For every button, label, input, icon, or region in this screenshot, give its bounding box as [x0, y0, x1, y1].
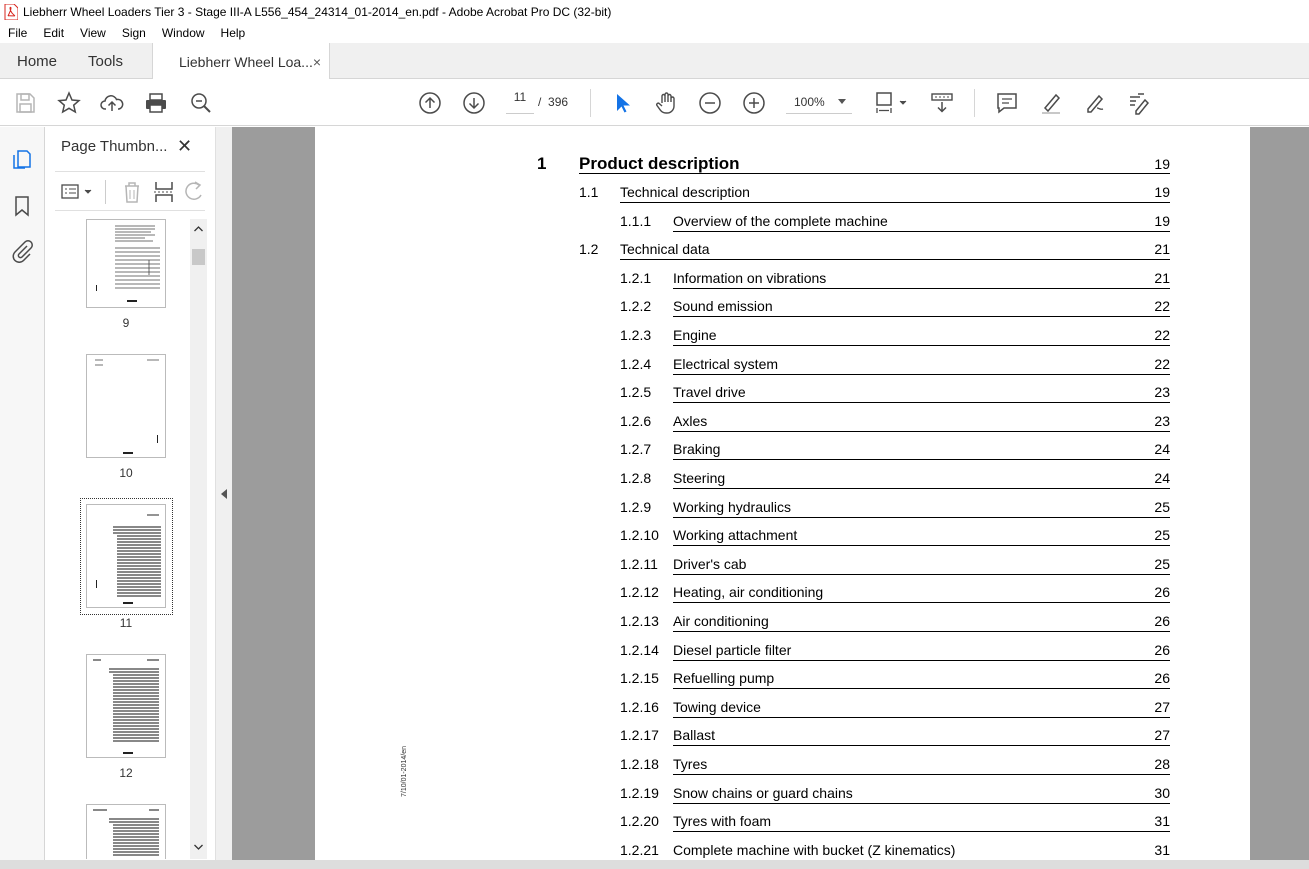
toc-entry-page: 31	[1154, 813, 1170, 830]
toc-entry-title: Sound emission	[673, 298, 773, 315]
toc-entry-underline	[673, 574, 1170, 575]
panel-title: Page Thumbn...	[61, 138, 168, 155]
toc-entry-number: 1.2.2	[620, 298, 652, 315]
toc-entry-title: Overview of the complete machine	[673, 212, 888, 229]
zoom-in-icon[interactable]	[742, 91, 766, 115]
toc-entry-underline	[673, 688, 1170, 689]
toc-entry-title: Technical description	[620, 184, 750, 200]
toc-entry-number: 1.2.9	[620, 498, 652, 515]
toc-entry-title: Ballast	[673, 727, 716, 744]
toc-entry-underline	[673, 745, 1170, 746]
chevron-down-icon	[838, 99, 846, 104]
fit-page-icon[interactable]	[874, 91, 910, 115]
thumbnail-page-13[interactable]	[86, 804, 166, 859]
save-icon[interactable]	[13, 91, 37, 115]
tab-tools[interactable]: Tools	[88, 52, 124, 70]
upload-cloud-icon[interactable]	[100, 91, 124, 115]
toc-subsection[interactable]	[315, 756, 1170, 776]
highlight-pen-icon[interactable]	[1039, 91, 1063, 115]
window-title: Liebherr Wheel Loaders Tier 3 - Stage III-A L556_454_24314_01-2014_en.pdf - Adobe Acrobat Pro DC (32-bit)	[23, 4, 612, 19]
zoom-level-select[interactable]	[786, 90, 852, 114]
next-page-icon[interactable]	[462, 91, 486, 115]
toc-entry-underline	[673, 488, 1170, 489]
tab-bar	[0, 43, 1309, 79]
toc-entry-title: Driver's cab	[673, 555, 747, 572]
toc-entry-title: Snow chains or guard chains	[673, 784, 853, 801]
toc-entry-title: Towing device	[673, 698, 761, 715]
toc-entry-page: 26	[1154, 641, 1170, 658]
toc-entry-underline	[673, 459, 1170, 460]
menu-help[interactable]: Help	[220, 26, 246, 40]
toc-subsection[interactable]	[315, 727, 1170, 747]
toc-entry-number: 1.2.10	[620, 527, 659, 544]
menu-edit[interactable]: Edit	[43, 26, 65, 40]
toc-entry-underline	[673, 631, 1170, 632]
panel-collapse-handle[interactable]	[215, 127, 232, 860]
pdf-page	[315, 127, 1250, 860]
toc-entry-number: 1.2.7	[620, 441, 652, 458]
toc-subsection[interactable]	[315, 584, 1170, 604]
toc-entry-underline	[673, 602, 1170, 603]
toc-entry-page: 30	[1154, 784, 1170, 801]
toc-entry-number: 1.2.8	[620, 470, 652, 486]
toc-subsection[interactable]	[315, 527, 1170, 547]
toc-entry-title: Refuelling pump	[673, 670, 775, 687]
tab-document-label: Liebherr Wheel Loa...	[179, 53, 313, 70]
toc-entry-underline	[673, 660, 1170, 661]
thumbnail-scrollbar[interactable]	[190, 219, 207, 859]
toc-entry-number: 1.2.18	[620, 756, 659, 772]
toc-entry-underline	[620, 259, 1170, 260]
toc-entry-underline	[673, 431, 1170, 432]
toc-entry-title: Information on vibrations	[673, 269, 827, 286]
toolbar-divider	[974, 89, 975, 117]
toc-entry-page: 19	[1154, 184, 1170, 200]
toc-entry-page: 26	[1154, 584, 1170, 601]
toc-entry-page: 31	[1154, 841, 1170, 858]
attachments-paperclip-icon[interactable]	[10, 239, 34, 263]
zoom-out-icon[interactable]	[698, 91, 722, 115]
toc-entry-title: Engine	[673, 327, 717, 343]
page-number-input[interactable]: 11	[506, 90, 534, 114]
toc-entry-number: 1.1	[579, 184, 599, 200]
toc-subsection[interactable]	[315, 270, 1170, 290]
toc-entry-page: 24	[1154, 441, 1170, 458]
draw-sign-icon[interactable]	[1083, 91, 1107, 115]
toc-section[interactable]	[315, 184, 1170, 204]
toc-subsection[interactable]	[315, 499, 1170, 519]
toc-entry-page: 19	[1154, 156, 1170, 172]
toc-subsection[interactable]	[315, 556, 1170, 576]
toc-entry-number: 1.2.21	[620, 841, 659, 858]
toc-subsection[interactable]	[315, 298, 1170, 318]
toc-entry-page: 21	[1154, 241, 1170, 258]
toc-entry-title: Heating, air conditioning	[673, 584, 824, 601]
tab-home[interactable]: Home	[17, 52, 58, 70]
thumbnail-label: 10	[119, 466, 133, 480]
toc-entry-title: Tyres	[673, 756, 708, 772]
toc-entry-number: 1.2.13	[620, 613, 659, 629]
tab-document[interactable]	[152, 43, 330, 80]
previous-page-icon[interactable]	[418, 91, 442, 115]
toc-subsection[interactable]	[315, 384, 1170, 404]
total-pages: 396	[548, 95, 569, 109]
toc-entry-number: 1.2.20	[620, 813, 659, 830]
extract-page-icon[interactable]	[153, 180, 175, 204]
comment-icon[interactable]	[995, 91, 1019, 115]
thumbnail-page-12[interactable]	[86, 654, 166, 758]
panel-toolbar	[55, 171, 205, 211]
toc-entry-title: Air conditioning	[673, 613, 769, 629]
thumbnail-label: 9	[122, 316, 130, 330]
toc-subsection[interactable]	[315, 327, 1170, 347]
rotate-page-icon[interactable]	[185, 180, 205, 204]
toc-entry-number: 1.2.4	[620, 355, 652, 372]
toc-entry-underline	[673, 288, 1170, 289]
toc-entry-title: Axles	[673, 412, 708, 429]
toc-entry-number: 1.2.16	[620, 698, 659, 715]
toc-entry-page: 28	[1154, 756, 1170, 772]
toc-entry-title: Complete machine with bucket (Z kinematics)	[673, 841, 956, 858]
document-viewer[interactable]	[232, 127, 1309, 860]
thumbnail-label: 12	[119, 766, 133, 780]
toc-entry-page: 25	[1154, 555, 1170, 572]
toc-entry-title: Electrical system	[673, 355, 779, 372]
toc-subsection[interactable]	[315, 441, 1170, 461]
bookmarks-icon[interactable]	[10, 194, 34, 218]
acrobat-app-icon	[4, 4, 18, 20]
status-bar	[0, 860, 1309, 869]
toc-entry-title: Working attachment	[673, 527, 798, 544]
toc-entry-underline	[673, 316, 1170, 317]
toc-subsection[interactable]	[315, 699, 1170, 719]
toc-entry-underline	[620, 202, 1170, 203]
page-side-code: 7/10/01-2014/en	[401, 746, 408, 797]
toc-entry-number: 1.1.1	[620, 212, 652, 229]
hand-tool-icon[interactable]	[654, 91, 678, 115]
scroll-mode-icon[interactable]	[930, 91, 954, 115]
toc-entry-title: Product description	[579, 154, 740, 173]
toc-entry-underline	[673, 402, 1170, 403]
zoom-search-icon[interactable]	[189, 91, 213, 115]
menu-view[interactable]: View	[80, 26, 106, 40]
delete-page-icon[interactable]	[121, 180, 143, 204]
toc-entry-underline	[673, 517, 1170, 518]
toc-entry-page: 26	[1154, 670, 1170, 687]
toc-subsection[interactable]	[315, 670, 1170, 690]
toc-subsection[interactable]	[315, 413, 1170, 433]
toc-entry-number: 1.2.14	[620, 641, 659, 658]
toc-entry-title: Travel drive	[673, 384, 746, 401]
thumbnail-page-10[interactable]	[86, 354, 166, 458]
toc-entry-page: 23	[1154, 384, 1170, 401]
toc-entry-number: 1.2.1	[620, 269, 652, 286]
toc-subsection[interactable]	[315, 842, 1170, 860]
toc-entry-page: 22	[1154, 355, 1170, 372]
toc-entry-page: 25	[1154, 498, 1170, 515]
toc-entry-number: 1.2.19	[620, 784, 659, 801]
print-icon[interactable]	[144, 91, 168, 115]
toc-subsection[interactable]	[315, 470, 1170, 490]
toc-subsection[interactable]	[315, 785, 1170, 805]
edit-tools-icon[interactable]	[1126, 91, 1150, 115]
toc-entry-number: 1.2.12	[620, 584, 659, 601]
toc-entry-number: 1.2.5	[620, 384, 652, 401]
toc-entry-number: 1.2	[579, 241, 599, 258]
toolbar	[0, 79, 1309, 126]
toc-entry-number: 1	[537, 154, 547, 173]
toc-subsection[interactable]	[315, 356, 1170, 376]
toc-entry-number: 1.2.11	[620, 555, 658, 572]
collapse-arrow-icon	[220, 488, 228, 500]
toc-entry-title: Technical data	[620, 241, 710, 258]
left-navigation-rail	[0, 127, 45, 869]
tab-close-icon[interactable]: ×	[312, 53, 321, 70]
toc-entry-page: 26	[1154, 613, 1170, 629]
toc-entry-title: Steering	[673, 470, 726, 486]
toc-entry-underline	[673, 545, 1170, 546]
toc-entry-number: 1.2.17	[620, 727, 659, 744]
thumbnail-page-9[interactable]	[86, 219, 166, 308]
toc-entry-page: 23	[1154, 412, 1170, 429]
toc-entry-page: 22	[1154, 327, 1170, 343]
toc-entry-underline	[673, 803, 1170, 804]
toc-entry-title: Braking	[673, 441, 721, 458]
page-separator: /	[538, 95, 542, 109]
toc-entry-page: 19	[1154, 212, 1170, 229]
zoom-level-value: 100%	[794, 94, 825, 109]
toc-entry-page: 22	[1154, 298, 1170, 315]
close-icon[interactable]: ✕	[177, 136, 193, 156]
toc-entry-underline	[673, 374, 1170, 375]
thumbnail-label: 11	[119, 616, 133, 630]
toc-entry-number: 1.2.6	[620, 412, 652, 429]
toc-subsection[interactable]	[315, 613, 1170, 633]
toc-entry-underline	[673, 345, 1170, 346]
thumbnail-list	[45, 219, 195, 859]
toc-section[interactable]	[315, 241, 1170, 261]
toc-subsection[interactable]	[315, 213, 1170, 233]
toc-entry-underline	[673, 717, 1170, 718]
toc-entry-page: 27	[1154, 698, 1170, 715]
toc-entry-underline	[579, 173, 1170, 174]
toc-entry-underline	[673, 831, 1170, 832]
toc-entry-underline	[673, 231, 1170, 232]
toc-entry-number: 1.2.3	[620, 327, 652, 343]
toc-entry-title: Tyres with foam	[673, 813, 772, 830]
toc-entry-page: 25	[1154, 527, 1170, 544]
title-bar	[0, 0, 1309, 23]
toc-entry-title: Diesel particle filter	[673, 641, 792, 658]
page-count	[538, 95, 568, 109]
menu-sign[interactable]: Sign	[121, 26, 146, 40]
toc-entry-title: Working hydraulics	[673, 498, 792, 515]
toc-entry-number: 1.2.15	[620, 670, 659, 687]
toc-subsection[interactable]	[315, 642, 1170, 662]
page-thumbnails-icon[interactable]	[10, 147, 34, 171]
panel-toolbar-divider	[105, 180, 106, 204]
thumbnail-options-icon[interactable]	[61, 181, 97, 203]
menu-file[interactable]: File	[8, 26, 28, 40]
star-bookmark-icon[interactable]	[57, 91, 81, 115]
toc-chapter[interactable]	[315, 154, 1170, 174]
menu-bar	[0, 23, 1309, 43]
toc-subsection[interactable]	[315, 813, 1170, 833]
toolbar-divider	[590, 89, 591, 117]
toc-entry-page: 21	[1154, 269, 1170, 286]
toc-entry-page: 24	[1154, 470, 1170, 486]
select-cursor-icon[interactable]	[610, 91, 634, 115]
toc-entry-page: 27	[1154, 727, 1170, 744]
thumbnail-page-11[interactable]	[86, 504, 166, 608]
menu-window[interactable]: Window	[161, 26, 205, 40]
page-thumbnails-panel	[45, 127, 215, 860]
toc-entry-underline	[673, 774, 1170, 775]
